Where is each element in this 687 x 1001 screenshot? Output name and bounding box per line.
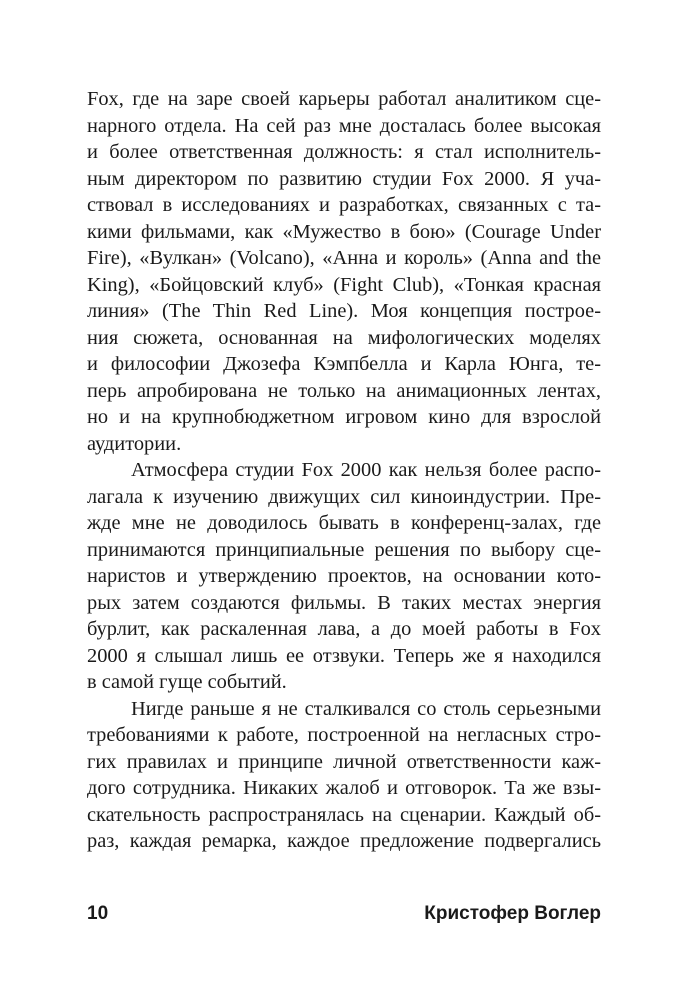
text-line: в самой гуще событий.: [87, 671, 287, 693]
text-line: 2000 я слышал лишь ее отзвуки. Теперь же я находился: [87, 644, 601, 667]
text-line: Нигде раньше я не сталкивался со столь серьезными: [131, 697, 601, 720]
body-text: [87, 86, 601, 855]
text-line: ствовал в исследованиях и разработках, связанных с та-: [87, 194, 601, 216]
text-line: лагала к изучению движущих сил киноиндустрии. Пре-: [87, 485, 601, 508]
text-line: гих правилах и принципе личной ответственности каж-: [87, 750, 601, 773]
text-line: и философии Джозефа Кэмпбелла и Карла Юнга, те-: [87, 353, 601, 375]
text-line: дого сотрудника. Никаких жалоб и отговорок. Та же взы-: [87, 777, 601, 799]
text-line: King), «Бойцовский клуб» (Fight Club), «Тонкая красная: [87, 273, 601, 296]
text-line: аудитории.: [87, 432, 182, 455]
text-line: наристов и утверждению проектов, на основании кото-: [87, 565, 601, 587]
text-line: и более ответственная должность: я стал исполнитель-: [87, 141, 601, 163]
text-line: нарного отдела. На сей раз мне досталась более высокая: [87, 114, 601, 137]
text-line: раз, каждая ремарка, каждое предложение подвергались: [87, 830, 601, 852]
text-line: но и на крупнобюджетном игровом кино для взрослой: [87, 406, 601, 428]
text-line: Fire), «Вулкан» (Volcano), «Анна и король» (Anna and the: [87, 247, 601, 269]
running-footer-author: Кристофер Воглер: [424, 903, 601, 924]
text-line: ния сюжета, основанная на мифологических моделях: [87, 326, 601, 349]
text-line: скательность распространялась на сценарии. Каждый об-: [87, 803, 601, 826]
text-line: жде мне не доводилось бывать в конференц-залах, где: [87, 512, 601, 534]
text-line: принимаются принципиальные решения по выбору сце-: [87, 538, 601, 561]
text-line: перь апробирована не только на анимационных лентах,: [87, 379, 601, 402]
text-line: Атмосфера студии Fox 2000 как нельзя более распо-: [131, 459, 601, 481]
text-line: требованиями к работе, построенной на негласных стро-: [87, 724, 601, 746]
page-number: 10: [87, 903, 109, 924]
text-line: рых затем создаются фильмы. В таких местах энергия: [87, 591, 601, 614]
text-line: кими фильмами, как «Мужество в бою» (Courage Under: [87, 220, 601, 243]
text-line: Fox, где на заре своей карьеры работал аналитиком сце-: [87, 88, 601, 110]
text-line: линия» (The Thin Red Line). Моя концепция построе-: [87, 300, 601, 322]
text-line: бурлит, как раскаленная лава, а до моей работы в Fox: [87, 618, 601, 640]
text-line: ным директором по развитию студии Fox 2000. Я уча-: [87, 167, 601, 190]
